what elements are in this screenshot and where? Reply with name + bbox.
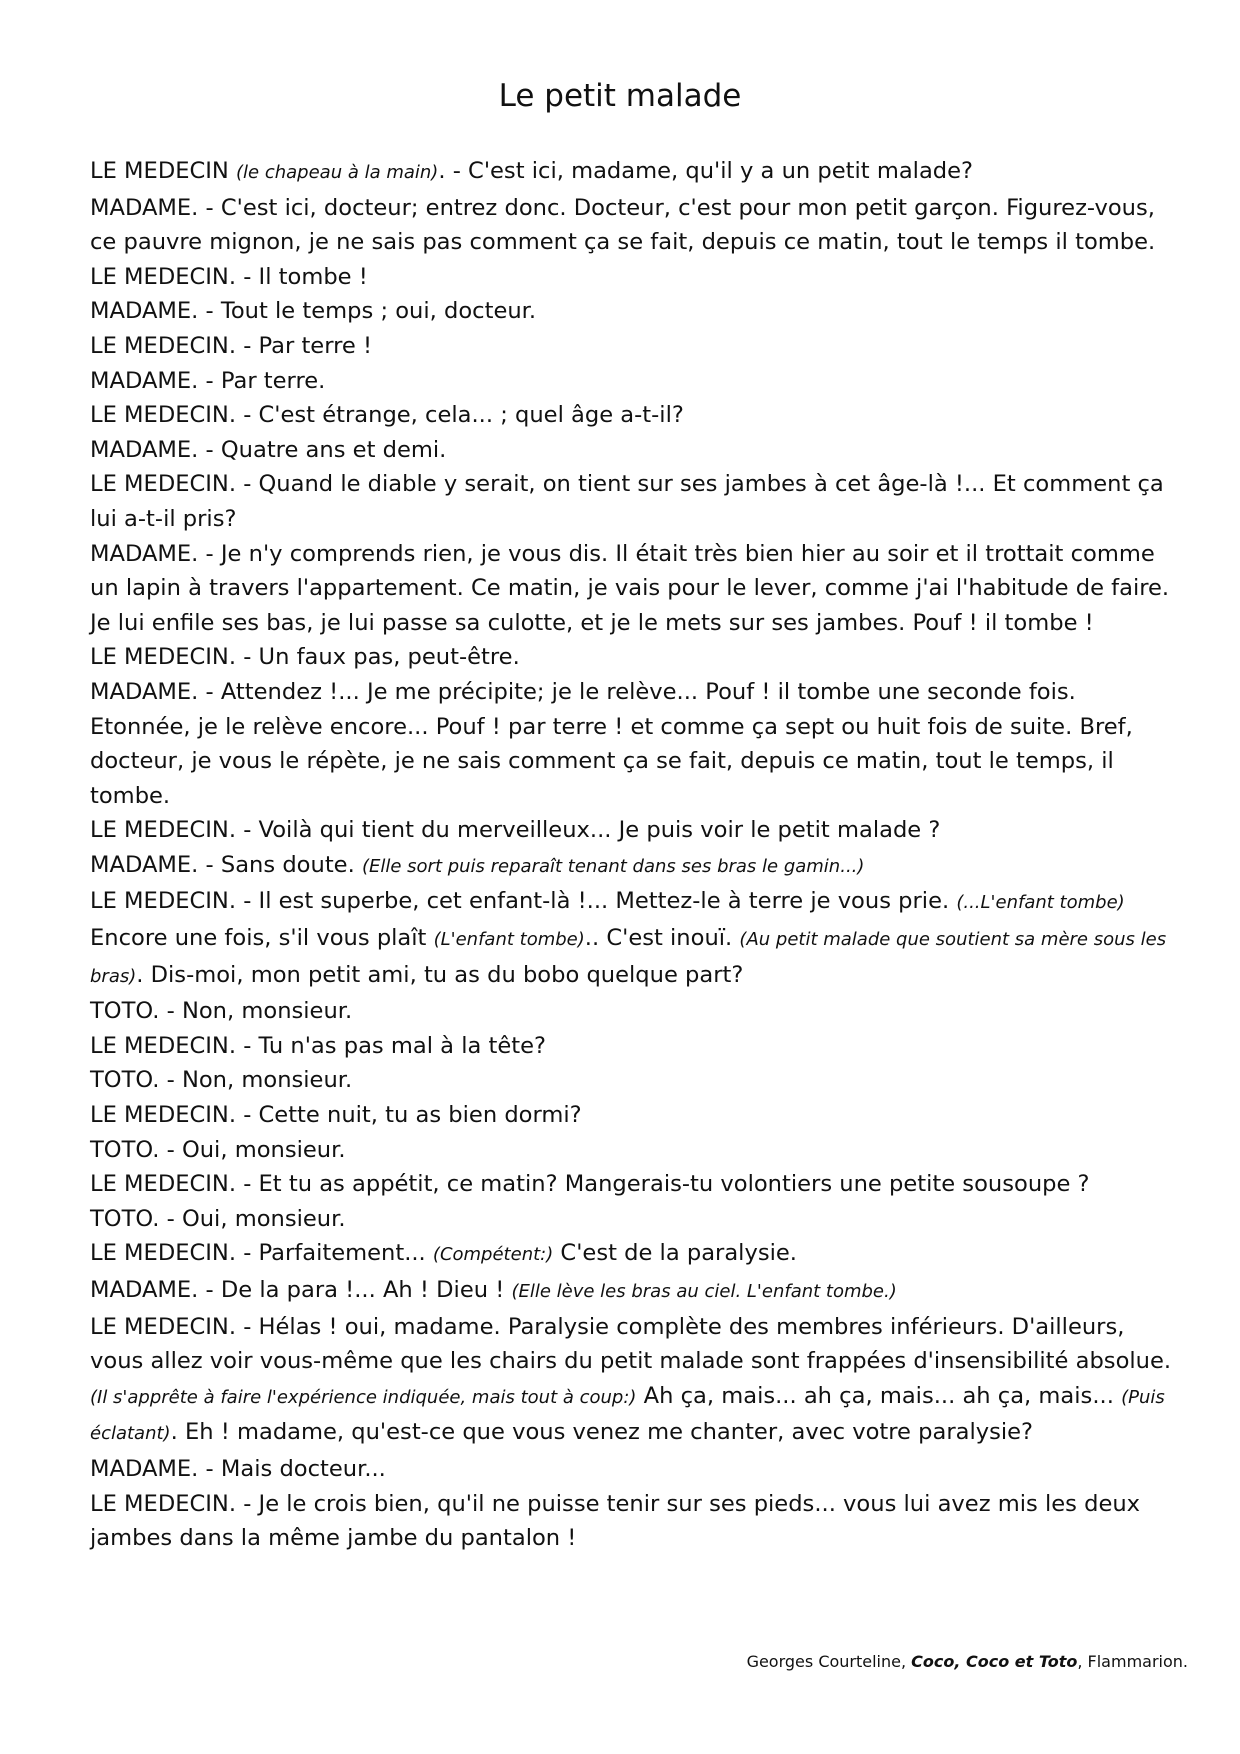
- signature-work: Coco, Coco et Toto: [911, 1652, 1078, 1671]
- dialogue-line: [90, 191, 1180, 260]
- line-text: . Eh ! madame, qu'est-ce que vous venez me chanter, avec votre paralysie?: [170, 1419, 1034, 1446]
- stage-direction: (Elle lève les bras au ciel. L'enfant tombe.): [511, 1281, 897, 1302]
- line-text: LE MEDECIN. - Voilà qui tient du merveilleux... Je puis voir le petit malade ?: [90, 817, 941, 844]
- dialogue-line: [90, 364, 1180, 399]
- line-text: LE MEDECIN. - Hélas ! oui, madame. Paralysie complète des membres inférieurs. D'ailleurs, vous allez voir vous-même que les chairs du petit malade sont frappées d'insensibilité absolue.: [90, 1313, 1172, 1375]
- dialogue-line: [90, 1063, 1180, 1098]
- line-text: MADAME. - Quatre ans et demi.: [90, 436, 447, 463]
- dialogue-line: [90, 260, 1180, 295]
- line-text: MADAME. - Mais docteur...: [90, 1455, 386, 1482]
- stage-direction: (le chapeau à la main): [236, 162, 439, 183]
- line-text: . - C'est ici, madame, qu'il y a un petit malade?: [438, 158, 974, 184]
- line-text: MADAME. - Sans doute.: [90, 851, 362, 878]
- stage-direction: (Il s'apprête à faire l'expérience indiquée, mais tout à coup:): [90, 1386, 637, 1408]
- dialogue-line: [90, 329, 1180, 364]
- dialogue-line: [90, 994, 1180, 1029]
- line-text: LE MEDECIN. - Et tu as appétit, ce matin? Mangerais-tu volontiers une petite sousoupe ?: [90, 1171, 1090, 1198]
- dialogue-line: [90, 537, 1180, 641]
- line-text: TOTO. - Oui, monsieur.: [90, 1205, 346, 1232]
- dialogue-line: [90, 294, 1180, 329]
- stage-direction: (Au petit malade que soutient sa mère sous les bras): [90, 929, 1167, 987]
- signature-publisher: , Flammarion.: [1077, 1652, 1188, 1671]
- line-text: LE MEDECIN. - C'est étrange, cela... ; quel âge a-t-il?: [90, 402, 684, 429]
- dialogue-line: [90, 1029, 1180, 1064]
- line-text: .. C'est inouï.: [584, 925, 740, 952]
- stage-direction: (Compétent:): [432, 1244, 554, 1266]
- dialogue-line: [90, 1202, 1180, 1237]
- dialogue-line: [90, 675, 1180, 813]
- signature: [747, 1652, 1188, 1671]
- line-text: MADAME. - Attendez !... Je me précipite; je le relève... Pouf ! il tombe une seconde fois. Etonnée, je le relève encore... Pouf ! par terre ! et comme ça sept ou huit fois de suite. Bref, docteur, je vous le répète, je ne sais comment ça se fait, depuis ce matin, tout le temps, il tombe.: [90, 678, 1133, 809]
- line-text: MADAME. - C'est ici, docteur; entrez donc. Docteur, c'est pour mon petit garçon. Figurez-vous, ce pauvre mignon, je ne sais pas comment ça se fait, depuis ce matin, tout le temps il tombe.: [90, 194, 1156, 256]
- dialogue-line: [90, 1167, 1180, 1202]
- line-text: Ah ça, mais... ah ça, mais... ah ça, mais...: [636, 1382, 1122, 1409]
- dialogue-line: [90, 433, 1180, 468]
- dialogue-line: [90, 1487, 1180, 1556]
- stage-direction: (Puis éclatant): [90, 1386, 1165, 1445]
- line-text: . Dis-moi, mon petit ami, tu as du bobo quelque part?: [136, 961, 744, 988]
- line-text: LE MEDECIN. - Un faux pas, peut-être.: [90, 644, 520, 671]
- dialogue-line: [90, 154, 1180, 191]
- dialogue-line: [90, 848, 1180, 885]
- signature-author: Georges Courteline,: [746, 1652, 912, 1671]
- stage-direction: (L'enfant tombe): [433, 929, 585, 951]
- dialogue-line: [90, 467, 1180, 536]
- line-text: LE MEDECIN. - Par terre !: [90, 332, 373, 359]
- line-text: MADAME. - Je n'y comprends rien, je vous dis. Il était très bien hier au soir et il trottait comme un lapin à travers l'appartement. Ce matin, je vais pour le lever, comme j'ai l'habitude de faire. Je lui enfile ses bas, je lui passe sa culotte, et je le mets sur ses jambes. Pouf ! il tombe !: [90, 540, 1170, 636]
- dialogue-line: [90, 1236, 1180, 1273]
- line-text: LE MEDECIN. - Il est superbe, cet enfant-là !... Mettez-le à terre je vous prie.: [90, 888, 957, 915]
- line-text: LE MEDECIN. - Il tombe !: [90, 263, 368, 290]
- dialogue-line: [90, 640, 1180, 675]
- line-text: C'est de la paralysie.: [553, 1240, 797, 1267]
- line-text: Encore une fois, s'il vous plaît: [90, 925, 434, 952]
- dialogue-line: [90, 1133, 1180, 1168]
- dialogue-line: [90, 1452, 1180, 1487]
- line-text: LE MEDECIN. - Je le crois bien, qu'il ne puisse tenir sur ses pieds... vous lui avez mis les deux jambes dans la même jambe du pantalon !: [90, 1490, 1141, 1552]
- dialogue-line: [90, 1098, 1180, 1133]
- line-text: LE MEDECIN: [90, 158, 237, 184]
- line-text: LE MEDECIN. - Tu n'as pas mal à la tête?: [90, 1032, 547, 1059]
- line-text: MADAME. - Par terre.: [90, 367, 326, 394]
- dialogue-line: [90, 398, 1180, 433]
- dialogue-text: [90, 154, 1180, 1556]
- line-text: TOTO. - Non, monsieur.: [90, 998, 353, 1025]
- line-text: TOTO. - Oui, monsieur.: [90, 1136, 346, 1163]
- stage-direction: (Elle sort puis reparaît tenant dans ses bras le gamin...): [361, 855, 865, 877]
- line-text: LE MEDECIN. - Cette nuit, tu as bien dormi?: [90, 1102, 582, 1129]
- line-text: MADAME. - De la para !... Ah ! Dieu !: [90, 1277, 512, 1303]
- dialogue-line: [90, 1310, 1180, 1452]
- page-title: Le petit malade: [498, 78, 742, 114]
- dialogue-line: [90, 1273, 1180, 1310]
- line-text: LE MEDECIN. - Parfaitement...: [90, 1240, 433, 1267]
- line-text: MADAME. - Tout le temps ; oui, docteur.: [90, 298, 537, 325]
- dialogue-line: [90, 813, 1180, 848]
- stage-direction: (...L'enfant tombe): [956, 892, 1125, 914]
- dialogue-line: [90, 884, 1180, 994]
- line-text: LE MEDECIN. - Quand le diable y serait, on tient sur ses jambes à cet âge-là !... Et comment ça lui a-t-il pris?: [90, 471, 1164, 532]
- line-text: TOTO. - Non, monsieur.: [90, 1067, 353, 1094]
